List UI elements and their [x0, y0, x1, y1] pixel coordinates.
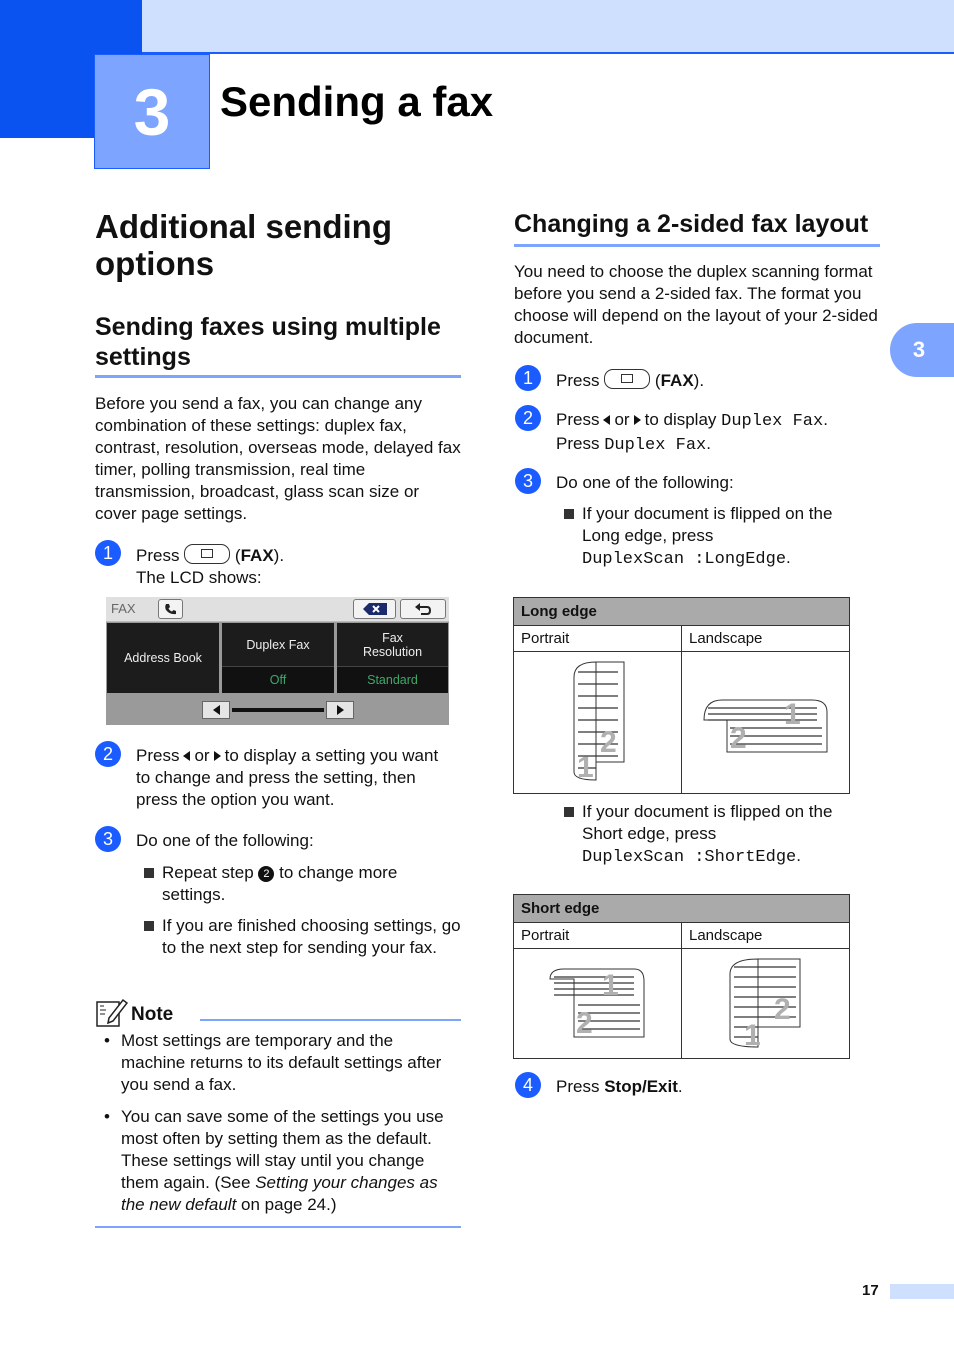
long-edge-table: [513, 597, 850, 794]
lcd-address-book-button[interactable]: Address Book: [107, 623, 219, 693]
step-3-text: Do one of the following:: [136, 831, 314, 850]
subsection-title-multiple-settings: Sending faxes using multiple settings: [95, 313, 441, 371]
right-bullet-long-edge: If your document is flipped on the Long edge, press DuplexScan :LongEdge.: [582, 503, 872, 571]
svg-text:2: 2: [600, 726, 617, 759]
right-step-3-number: 3: [515, 468, 541, 494]
note-item-2: • You can save some of the settings you use most often by setting them as the default. These settings will stay until you change them again. (See Setting your changes as the new default on page 24.): [104, 1107, 444, 1214]
section-title: Additional sending options: [95, 208, 392, 282]
long-edge-portrait-header: Portrait: [514, 626, 682, 652]
fax-key-icon: [184, 544, 230, 564]
svg-text:1: 1: [602, 969, 619, 1002]
intro-paragraph: Before you send a fax, you can change any combination of these settings: duplex fax, contrast, resolution, overseas mode, delayed fax timer, polling transmission, real time transmission, broadcast, glass scan size or cover page settings.: [95, 394, 461, 523]
step-ref-badge: 2: [258, 866, 274, 882]
short-edge-table-title: Short edge: [514, 895, 850, 923]
scroll-track[interactable]: [232, 708, 324, 712]
right-intro-paragraph: You need to choose the duplex scanning format before you send a 2-sided fax. The format you choose will depend on the layout of your 2-sided document.: [514, 262, 878, 347]
note-top-rule: [200, 1019, 461, 1021]
chapter-side-tab: 3: [890, 323, 954, 377]
step-3-number: 3: [95, 826, 121, 852]
phone-icon[interactable]: [158, 599, 183, 619]
right-bullet-short-edge: If your document is flipped on the Short edge, press DuplexScan :ShortEdge.: [582, 801, 872, 869]
lcd-top-bar: [106, 597, 449, 622]
right-step-2-number: 2: [515, 405, 541, 431]
step-3-bullet-1: Repeat step 2 to change more settings.: [162, 862, 462, 906]
short-edge-table: [513, 894, 850, 1059]
note-item-1: • Most settings are temporary and the machine returns to its default settings after you send a fax.: [104, 1031, 442, 1094]
short-edge-portrait-diagram: [514, 949, 682, 1059]
lcd-scrollbar[interactable]: [202, 701, 354, 719]
note-pencil-icon: [95, 996, 129, 1028]
fax-key-icon: [604, 369, 650, 389]
right-arrow-icon: [214, 751, 221, 761]
page-number-bar: [890, 1284, 954, 1299]
short-edge-landscape-diagram: [682, 949, 850, 1059]
subsection-rule: [95, 375, 461, 378]
lcd-screen: [106, 597, 449, 725]
right-step-4-text: Press Stop/Exit.: [556, 1077, 683, 1096]
right-step-4-number: 4: [515, 1072, 541, 1098]
backspace-icon[interactable]: [353, 599, 396, 619]
long-edge-table-title: Long edge: [514, 598, 850, 626]
long-edge-landscape-diagram: [682, 652, 850, 794]
step-2-number: 2: [95, 741, 121, 767]
svg-text:1: 1: [744, 1019, 761, 1052]
chapter-number: 3: [94, 54, 210, 169]
short-edge-portrait-header: Portrait: [514, 923, 682, 949]
subsection-rule-right: [514, 244, 880, 247]
left-arrow-icon: [183, 751, 190, 761]
step-2-text: Press or to display a setting you want to change and press the setting, then press the option you want.: [136, 746, 439, 809]
right-step-1-text: Press (FAX).: [556, 371, 705, 390]
right-step-3-text: Do one of the following:: [556, 473, 734, 492]
back-icon[interactable]: [400, 599, 446, 619]
left-arrow-icon: [603, 415, 610, 425]
note-title: Note: [131, 1004, 174, 1025]
short-edge-landscape-header: Landscape: [682, 923, 850, 949]
note-bottom-rule: [95, 1226, 461, 1228]
svg-text:2: 2: [576, 1007, 593, 1040]
step-1-text: Press (FAX). The LCD shows:: [136, 546, 285, 587]
scroll-left-icon[interactable]: [202, 701, 230, 719]
lcd-mode-label: FAX: [111, 601, 136, 616]
right-arrow-icon: [634, 415, 641, 425]
step-1-number: 1: [95, 540, 121, 566]
long-edge-landscape-header: Landscape: [682, 626, 850, 652]
subsection-title-2-sided: Changing a 2-sided fax layout: [514, 210, 869, 238]
lcd-duplex-fax-button[interactable]: Duplex Fax Off: [222, 623, 334, 693]
header-band: [0, 0, 954, 54]
svg-text:2: 2: [774, 993, 791, 1026]
chapter-title: Sending a fax: [220, 78, 494, 125]
svg-text:1: 1: [577, 751, 594, 784]
svg-text:2: 2: [730, 722, 747, 755]
scroll-right-icon[interactable]: [326, 701, 354, 719]
right-step-1-number: 1: [515, 365, 541, 391]
page-number: 17: [862, 1282, 879, 1299]
lcd-fax-resolution-button[interactable]: Fax Resolution Standard: [337, 623, 448, 693]
right-step-2-text: Press or to display Duplex Fax. Press Duplex Fax.: [556, 410, 828, 455]
svg-text:1: 1: [784, 698, 801, 731]
long-edge-portrait-diagram: [514, 652, 682, 794]
step-3-bullet-2: If you are finished choosing settings, go to the next step for sending your fax.: [162, 915, 462, 959]
